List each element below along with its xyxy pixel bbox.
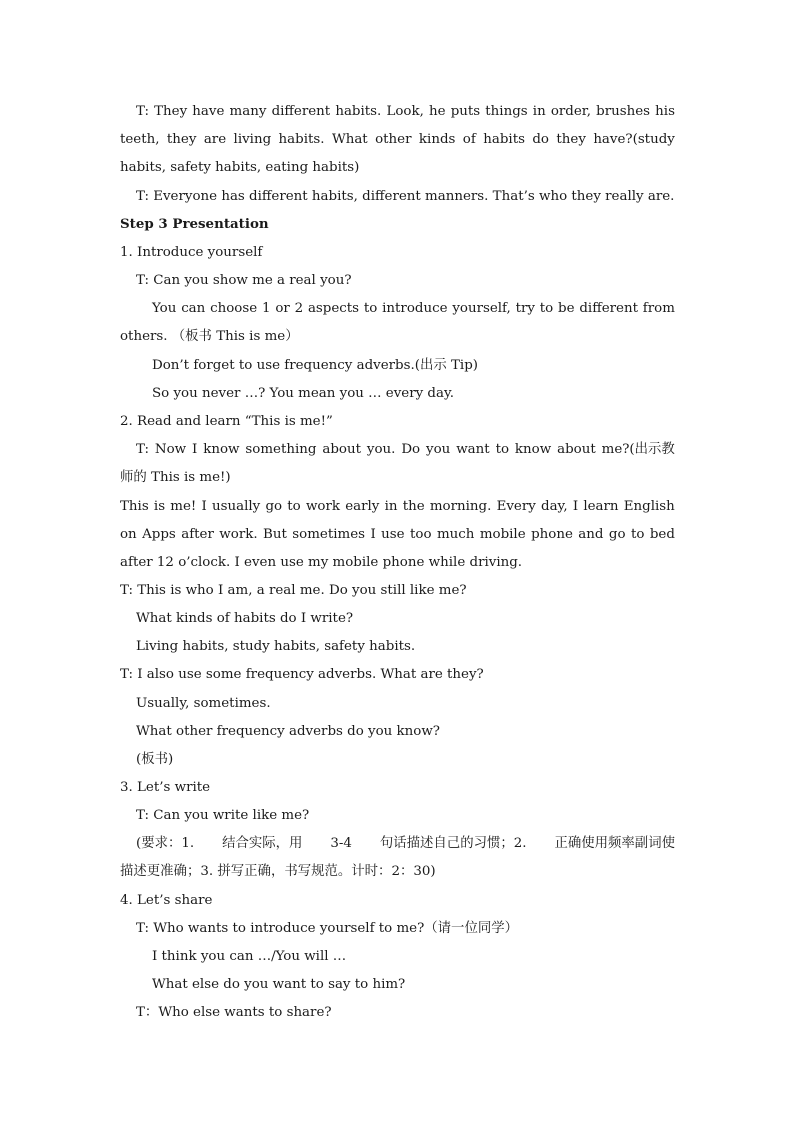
- word: do: [532, 132, 549, 147]
- word: use: [381, 527, 405, 542]
- text-line: T: Can you show me a real you?: [136, 273, 352, 288]
- section-heading: Step 3 Presentation: [120, 216, 269, 232]
- word: from: [642, 301, 675, 316]
- word: too: [410, 527, 432, 542]
- word: English: [623, 499, 675, 514]
- word: choose: [210, 301, 258, 316]
- word: me!: [170, 499, 197, 514]
- word: much: [436, 527, 475, 542]
- word: different: [579, 301, 638, 316]
- text-line: [136, 440, 675, 459]
- word: order,: [550, 104, 591, 119]
- word: have?(study: [593, 132, 675, 147]
- word: are: [203, 132, 227, 147]
- word: is: [153, 499, 166, 514]
- word: of: [462, 132, 476, 147]
- word: work: [305, 499, 340, 514]
- word: 1: [261, 301, 271, 316]
- word: living: [233, 132, 272, 147]
- word: 结合实际，用: [222, 836, 303, 851]
- word: You: [152, 301, 177, 316]
- word: phone: [531, 527, 573, 542]
- word: his: [655, 104, 675, 119]
- word: sometimes: [292, 527, 366, 542]
- word: know: [514, 442, 552, 457]
- word: and: [578, 527, 604, 542]
- word: I: [370, 527, 376, 542]
- word: Now: [154, 442, 187, 457]
- word: aspects: [307, 301, 360, 316]
- word: try: [515, 301, 535, 316]
- word: have: [192, 104, 225, 119]
- text-line: (板书): [136, 752, 174, 767]
- word: something: [245, 442, 317, 457]
- word: go: [608, 527, 626, 542]
- text-line: What other frequency adverbs do you know?: [136, 724, 440, 739]
- text-line: after 12 o’clock. I even use my mobile phone while driving.: [120, 555, 523, 570]
- word: introduce: [382, 301, 448, 316]
- word: he: [428, 104, 446, 119]
- word: other: [375, 132, 412, 147]
- text-line: Usually, sometimes.: [136, 696, 271, 711]
- word: I: [201, 499, 207, 514]
- text-line: 3. Let’s write: [120, 780, 211, 795]
- word: usually: [212, 499, 261, 514]
- word: in: [384, 499, 398, 514]
- text-line: So you never …? You mean you … every day.: [152, 386, 455, 401]
- text-line: [120, 497, 675, 516]
- word: to: [630, 527, 645, 542]
- text-line: T: Everyone has different habits, different manners. That’s who they really are.: [136, 189, 675, 204]
- text-line: I think you can …/You will …: [152, 949, 347, 964]
- word: to: [287, 499, 301, 514]
- word: mobile: [479, 527, 526, 542]
- word: They: [154, 104, 188, 119]
- word: brushes: [596, 104, 651, 119]
- text-line: 描述更准确；3. 拼写正确，书写规范。计时：2：30): [120, 864, 436, 879]
- word: they: [166, 132, 197, 147]
- word: go: [265, 499, 283, 514]
- word: 正确使用频率副词使: [554, 836, 675, 851]
- word: Apps: [142, 527, 176, 542]
- word: many: [229, 104, 267, 119]
- word: learn: [583, 499, 619, 514]
- word: different: [271, 104, 331, 119]
- text-line: T: Can you write like me?: [136, 808, 310, 823]
- word: to: [363, 301, 378, 316]
- word: about: [557, 442, 596, 457]
- word: about: [322, 442, 361, 457]
- text-line: [120, 130, 675, 149]
- text-line: Don’t forget to use frequency adverbs.(出示 Tip): [152, 358, 479, 373]
- word: Look,: [386, 104, 424, 119]
- text-line: 2. Read and learn “This is me!”: [120, 414, 333, 429]
- text-line: T：Who else wants to share?: [136, 1005, 332, 1020]
- word: can: [181, 301, 206, 316]
- word: things: [485, 104, 528, 119]
- text-line: 1. Introduce yourself: [120, 245, 263, 260]
- word: bed: [649, 527, 675, 542]
- text-line: habits, safety habits, eating habits): [120, 160, 360, 175]
- word: to: [539, 301, 554, 316]
- word: I: [192, 442, 198, 457]
- word: be: [558, 301, 575, 316]
- word: in: [532, 104, 546, 119]
- word: (要求：1.: [136, 836, 195, 851]
- word: morning.: [429, 499, 492, 514]
- word: 句话描述自己的习惯；2.: [379, 836, 527, 851]
- word: kinds: [418, 132, 456, 147]
- word: work.: [219, 527, 258, 542]
- word: early: [345, 499, 380, 514]
- word: want: [456, 442, 490, 457]
- text-line: T: This is who I am, a real me. Do you still like me?: [120, 583, 467, 598]
- word: on: [120, 527, 137, 542]
- word: to: [495, 442, 510, 457]
- word: know: [203, 442, 240, 457]
- word: habits.: [278, 132, 325, 147]
- word: Every: [496, 499, 536, 514]
- word: T:: [136, 442, 149, 457]
- text-line: [120, 525, 675, 544]
- word: Do: [401, 442, 421, 457]
- text-line: What else do you want to say to him?: [152, 977, 406, 992]
- word: But: [263, 527, 287, 542]
- text-line: 师的 This is me!): [120, 470, 231, 485]
- word: puts: [450, 104, 481, 119]
- word: me?(出示教: [601, 442, 675, 457]
- word: What: [331, 132, 368, 147]
- word: day,: [541, 499, 568, 514]
- text-line: T: I also use some frequency adverbs. What are they?: [120, 667, 484, 682]
- word: habits.: [335, 104, 382, 119]
- word: habits: [483, 132, 525, 147]
- word: 3-4: [330, 836, 352, 851]
- word: 2: [294, 301, 304, 316]
- text-line: 4. Let’s share: [120, 893, 213, 908]
- text-line: What kinds of habits do I write?: [136, 611, 354, 626]
- word: you: [426, 442, 451, 457]
- word: or: [275, 301, 290, 316]
- text-line: [136, 834, 675, 853]
- word: after: [181, 527, 214, 542]
- word: the: [402, 499, 425, 514]
- word: This: [120, 499, 149, 514]
- text-line: Living habits, study habits, safety habits.: [136, 639, 416, 654]
- text-line: [136, 102, 675, 121]
- word: teeth,: [120, 132, 160, 147]
- word: T:: [136, 104, 149, 119]
- word: yourself,: [452, 301, 511, 316]
- word: I: [572, 499, 579, 514]
- text-line: others. （板书 This is me）: [120, 329, 299, 344]
- word: you.: [366, 442, 396, 457]
- text-line: [152, 299, 675, 318]
- text-line: T: Who wants to introduce yourself to me?（请一位同学）: [136, 921, 519, 936]
- word: they: [556, 132, 586, 147]
